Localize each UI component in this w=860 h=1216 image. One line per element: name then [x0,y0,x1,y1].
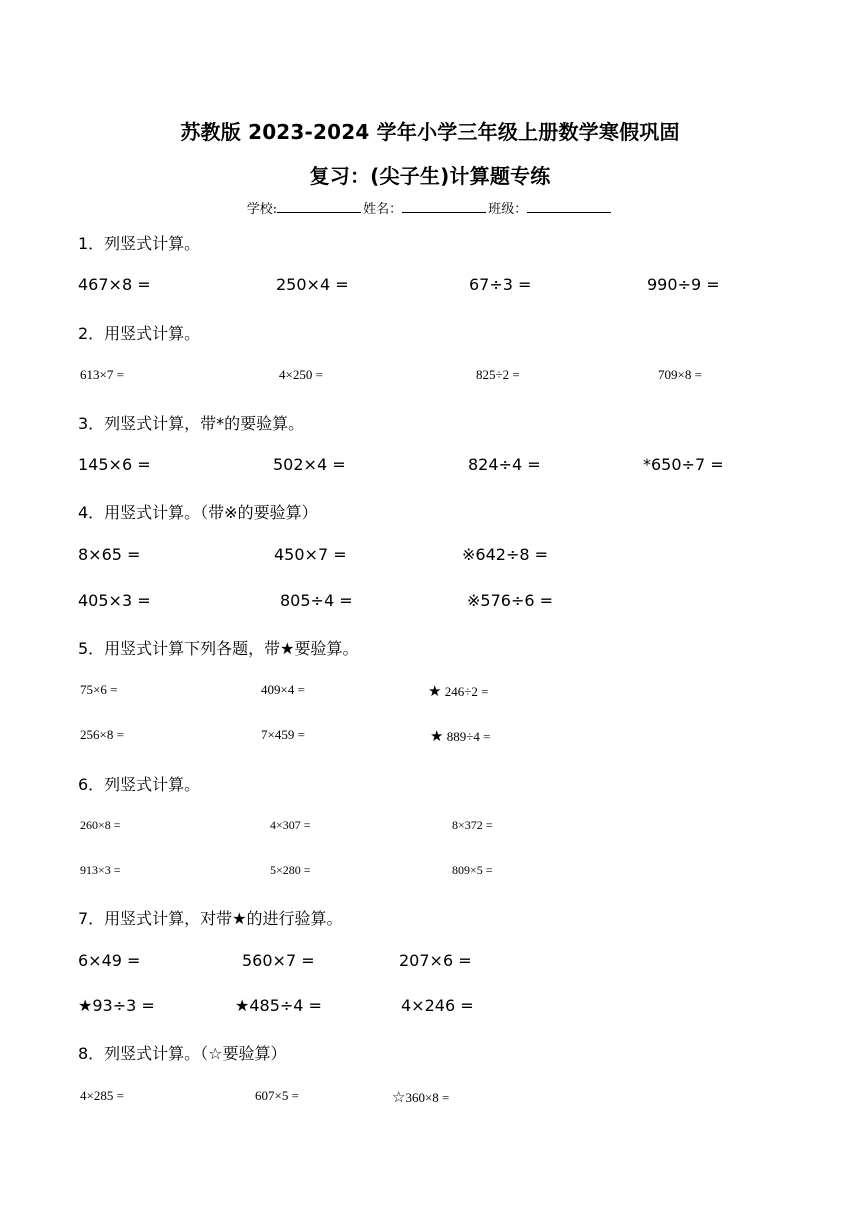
problem: 409×4 = [261,682,305,697]
problem: 260×8 = [80,818,121,832]
name-blank[interactable] [402,200,486,213]
question-1-row-1 [0,275,860,297]
question-4-row-2 [0,591,860,613]
question-6-row-2 [0,863,860,885]
problem: 4×307 = [270,818,311,832]
problem: ※642÷8 = [462,545,549,564]
question-7-row-2 [0,996,860,1018]
question-6-label: 6．列竖式计算。 [78,775,201,794]
problem: 560×7 = [242,951,315,970]
problem: 67÷3 = [469,275,532,294]
problem: 256×8 = [80,727,124,742]
school-blank[interactable] [277,200,361,213]
worksheet-subtitle: 复习：(尖子生)计算题专练 [309,164,551,188]
question-2-label: 2．用竖式计算。 [78,324,201,343]
question-4-label: 4．用竖式计算。（带※的要验算） [78,503,318,522]
problem: 607×5 = [255,1088,299,1103]
question-5-row-1 [0,682,860,704]
student-info-line [0,198,860,217]
question-1-label: 1．列竖式计算。 [78,234,201,253]
worksheet-title: 苏教版 2023-2024 学年小学三年级上册数学寒假巩固 [180,120,680,144]
problem: *650÷7 = [643,455,724,474]
question-5-row-2 [0,727,860,749]
problem: 405×3 = [78,591,151,610]
question-7-row-1 [0,951,860,973]
starred-problem [430,727,490,745]
problem: 145×6 = [78,455,151,474]
white-star-icon: ☆ [392,1088,406,1106]
black-star-icon: ★ [428,682,442,700]
question-8-label: 8．列竖式计算。（☆要验算） [78,1044,287,1063]
question-4-row-1 [0,545,860,567]
problem: 805÷4 = [280,591,353,610]
problem: 913×3 = [80,863,121,877]
problem: 207×6 = [399,951,472,970]
problem: 7×459 = [261,727,305,742]
problem: 809×5 = [452,863,493,877]
class-blank[interactable] [527,200,611,213]
problem: 709×8 = [658,367,702,382]
question-3-row-1 [0,455,860,477]
starred-problem [428,682,488,700]
problem: 4×285 = [80,1088,124,1103]
problem: ★485÷4 = [235,996,322,1015]
question-5-label: 5．用竖式计算下列各题，带★要验算。 [78,639,359,658]
problem: 75×6 = [80,682,118,697]
problem: 450×7 = [274,545,347,564]
problem: 889÷4 = [446,729,491,744]
problem: 825÷2 = [476,367,520,382]
problem: 467×8 = [78,275,151,294]
problem: 4×246 = [401,996,474,1015]
problem: 613×7 = [80,367,124,382]
problem: 6×49 = [78,951,141,970]
problem: 8×372 = [452,818,493,832]
problem: 990÷9 = [647,275,720,294]
question-6-row-1 [0,818,860,840]
problem: ★93÷3 = [78,996,155,1015]
problem: 824÷4 = [468,455,541,474]
name-label: 姓名： [363,202,403,217]
problem: 4×250 = [279,367,323,382]
question-8-row-1 [0,1088,860,1110]
class-label: 班级： [488,202,528,217]
problem: 246÷2 = [444,684,489,699]
question-7-label: 7．用竖式计算，对带★的进行验算。 [78,909,343,928]
problem: 250×4 = [276,275,349,294]
problem: ※576÷6 = [467,591,554,610]
starred-problem [392,1088,449,1106]
black-star-icon: ★ [430,727,444,745]
question-2-row-1 [0,367,860,389]
question-3-label: 3．列竖式计算，带*的要验算。 [78,414,305,433]
school-label: 学校: [246,202,278,217]
problem: 360×8 = [405,1090,450,1105]
problem: 5×280 = [270,863,311,877]
problem: 8×65 = [78,545,141,564]
problem: 502×4 = [273,455,346,474]
